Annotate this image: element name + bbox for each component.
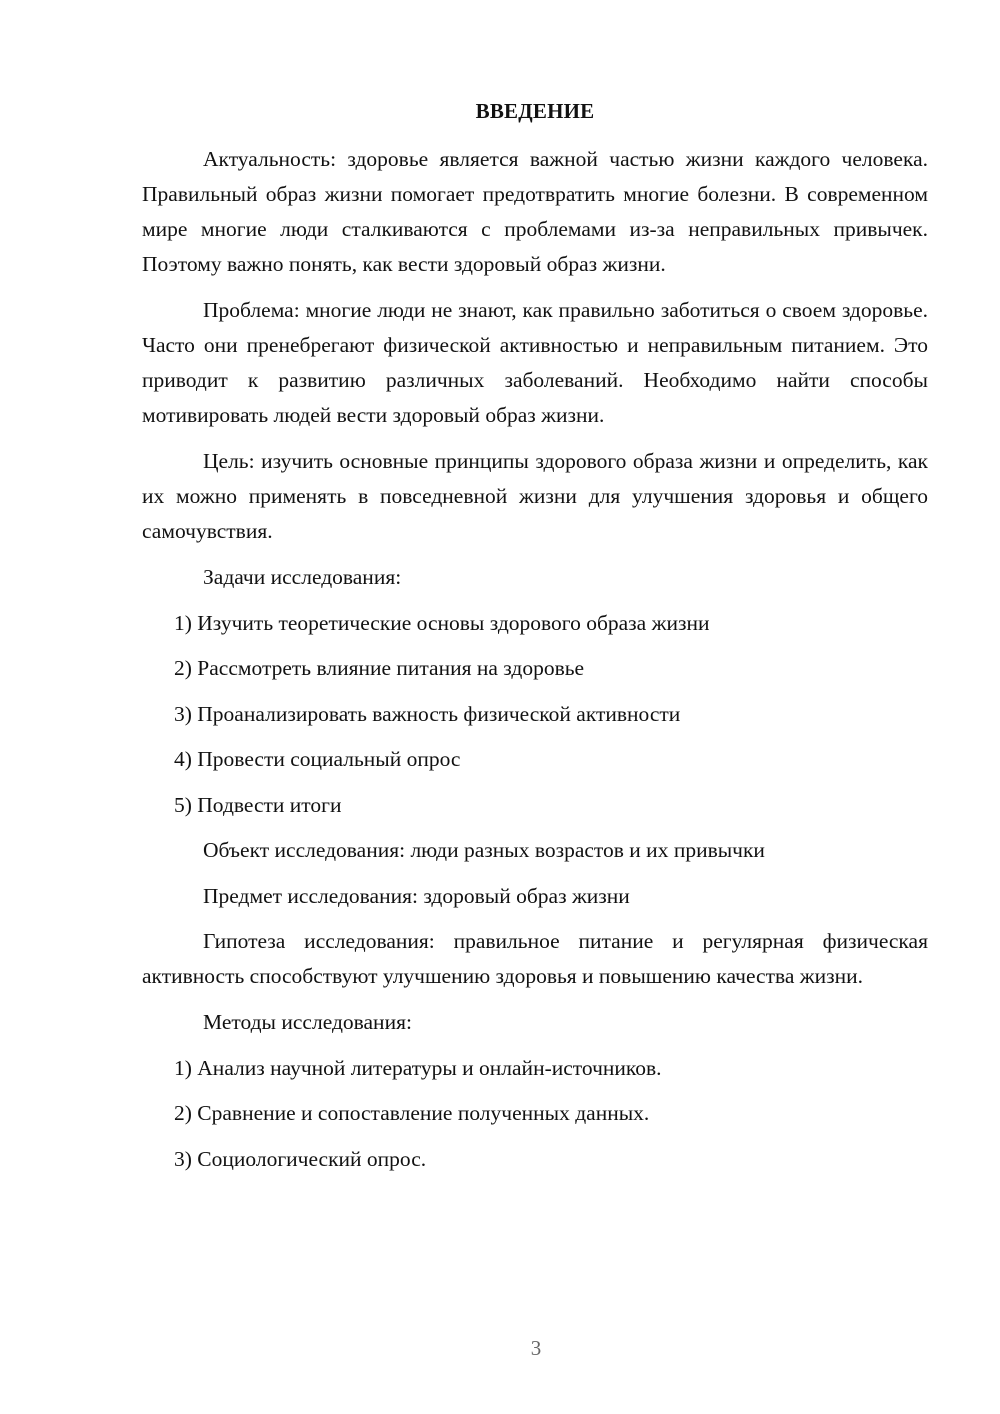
object-paragraph: Объект исследования: люди разных возрастов и их привычки [203,838,765,862]
list-item: 4) Провести социальный опрос [174,747,461,771]
hypothesis-paragraph: Гипотеза исследования: правильное питание и регулярная физическая активность способствуют улучшению здоровья и повышению качества жизни. [142,929,928,988]
subject-paragraph: Предмет исследования: здоровый образ жизни [203,883,630,908]
methods-list [142,1051,928,1177]
list-item: 2) Сравнение и сопоставление полученных данных. [174,1101,650,1125]
relevance-paragraph: Актуальность: здоровье является важной частью жизни каждого человека. Правильный образ жизни помогает предотвратить многие болезни. В современном мире многие люди сталкиваются с проблемами из-за неправильных привычек. Поэтому важно понять, как вести здоровый образ жизни. [142,147,928,276]
list-item: 1) Изучить теоретические основы здорового образа жизни [174,610,710,635]
list-item: 5) Подвести итоги [174,792,342,817]
goal-paragraph: Цель: изучить основные принципы здорового образа жизни и определить, как их можно применять в повседневной жизни для улучшения здоровья и общего самочувствия. [142,449,928,543]
tasks-heading: Задачи исследования: [203,565,402,589]
document-body [142,142,928,1187]
tasks-list [142,606,928,823]
problem-paragraph: Проблема: многие люди не знают, как правильно заботиться о своем здоровье. Часто они пренебрегают физической активностью и неправильным питанием. Это приводит к развитию различных заболеваний. Необходимо найти способы мотивировать людей вести здоровый образ жизни. [142,298,928,427]
list-item: 2) Рассмотреть влияние питания на здоровье [174,656,585,680]
methods-heading: Методы исследования: [203,1010,412,1034]
list-item: 3) Проанализировать важность физической активности [174,701,681,726]
page-title: ВВЕДЕНИЕ [475,99,595,123]
list-item: 1) Анализ научной литературы и онлайн-источников. [174,1055,662,1080]
page-number: 3 [530,1336,542,1360]
list-item: 3) Социологический опрос. [174,1146,427,1171]
